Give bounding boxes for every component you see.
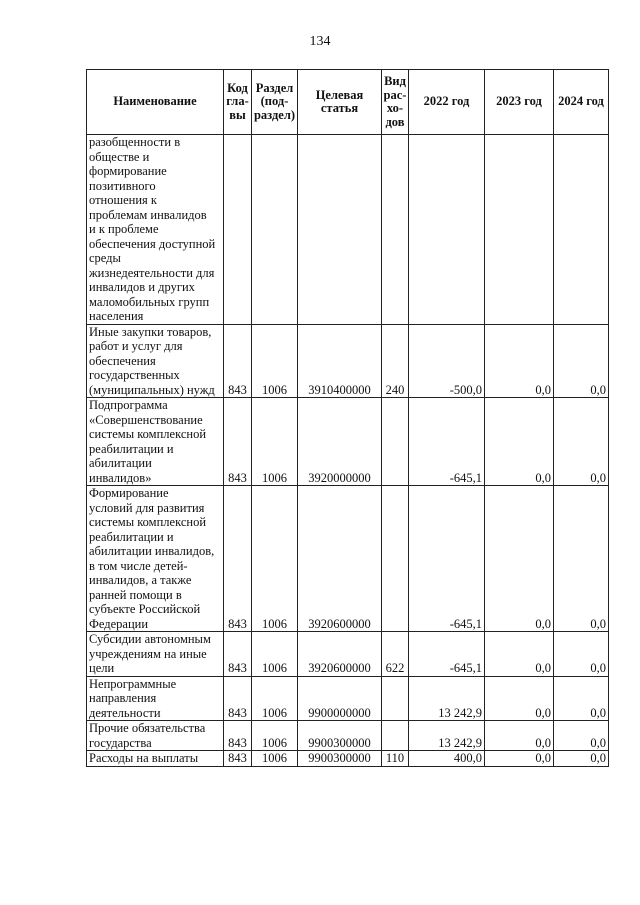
row-target: 3910400000 (298, 324, 382, 398)
row-name (87, 676, 224, 721)
row-name (87, 751, 224, 767)
row-code: 843 (224, 398, 252, 486)
row-name (87, 324, 224, 398)
row-2023: 0,0 (485, 632, 554, 677)
table-row (87, 324, 609, 398)
table-row (87, 632, 609, 677)
row-target: 3920000000 (298, 398, 382, 486)
row-target: 3920600000 (298, 486, 382, 632)
header-section: Раздел (под- раздел) (252, 70, 298, 135)
row-2024: 0,0 (554, 751, 609, 767)
row-expense (382, 398, 409, 486)
row-2022: -645,1 (409, 632, 485, 677)
table-row (87, 486, 609, 632)
table-row (87, 676, 609, 721)
row-2022: 13 242,9 (409, 721, 485, 751)
header-2023: 2023 год (485, 70, 554, 135)
row-target: 3920600000 (298, 632, 382, 677)
row-expense: 622 (382, 632, 409, 677)
row-target: 9900000000 (298, 676, 382, 721)
row-2022: -645,1 (409, 398, 485, 486)
row-target: 9900300000 (298, 751, 382, 767)
row-expense: 110 (382, 751, 409, 767)
header-name: Наименование (87, 70, 224, 135)
row-2024: 0,0 (554, 632, 609, 677)
row-name-text: разобщенности в обществе и формирование позитивного отношения к проблемам инвалидов и к проблеме обеспечения доступной среды жизнедеятельности для инвалидов и других маломобильных групп населения (89, 135, 216, 323)
row-section: 1006 (252, 751, 298, 767)
row-name-text: Формирование условий для развития системы комплексной реабилитации и абилитации инвалидов, в том числе детей- инвалидов, а также ранней помощи в субъекте Российской Федерации (89, 486, 215, 631)
table-body (87, 135, 609, 767)
row-name-text: Прочие обязательства государства (89, 721, 206, 750)
row-2024: 0,0 (554, 486, 609, 632)
row-2024: 0,0 (554, 676, 609, 721)
header-2024: 2024 год (554, 70, 609, 135)
row-2022: -500,0 (409, 324, 485, 398)
row-2023 (485, 135, 554, 325)
row-2022: 400,0 (409, 751, 485, 767)
table-row (87, 398, 609, 486)
row-2023: 0,0 (485, 324, 554, 398)
row-2023: 0,0 (485, 721, 554, 751)
row-name-text: Расходы на выплаты (89, 751, 199, 765)
row-section: 1006 (252, 721, 298, 751)
row-code: 843 (224, 486, 252, 632)
table-row (87, 721, 609, 751)
row-2023: 0,0 (485, 486, 554, 632)
header-code: Код гла- вы (224, 70, 252, 135)
row-expense (382, 676, 409, 721)
row-code: 843 (224, 324, 252, 398)
row-name-text: Подпрограмма «Совершенствование системы комплексной реабилитации и абилитации инвалидов» (89, 398, 207, 485)
row-name (87, 486, 224, 632)
row-2022 (409, 135, 485, 325)
table-row (87, 751, 609, 767)
row-name-text: Субсидии автономным учреждениям на иные цели (89, 632, 211, 675)
row-code (224, 135, 252, 325)
row-expense (382, 721, 409, 751)
row-name (87, 721, 224, 751)
row-name (87, 135, 224, 325)
row-2023: 0,0 (485, 398, 554, 486)
row-code: 843 (224, 632, 252, 677)
row-2022: -645,1 (409, 486, 485, 632)
row-name-text: Непрограммные направления деятельности (89, 676, 177, 720)
table-row (87, 135, 609, 325)
row-section: 1006 (252, 398, 298, 486)
page-number: 134 (309, 34, 331, 49)
row-target: 9900300000 (298, 721, 382, 751)
row-target (298, 135, 382, 325)
header-target: Целевая статья (298, 70, 382, 135)
row-code: 843 (224, 676, 252, 721)
row-name-text: Иные закупки товаров, работ и услуг для обеспечения государственных (муниципальных) нужд (89, 324, 215, 397)
row-name (87, 398, 224, 486)
row-2024: 0,0 (554, 721, 609, 751)
row-code: 843 (224, 721, 252, 751)
row-2023: 0,0 (485, 751, 554, 767)
row-2022: 13 242,9 (409, 676, 485, 721)
row-code: 843 (224, 751, 252, 767)
row-section: 1006 (252, 676, 298, 721)
row-expense (382, 486, 409, 632)
header-row (87, 70, 609, 135)
row-expense (382, 135, 409, 325)
row-section: 1006 (252, 324, 298, 398)
header-expense: Вид рас- хо- дов (382, 70, 409, 135)
header-2022: 2022 год (409, 70, 485, 135)
row-section: 1006 (252, 632, 298, 677)
row-section (252, 135, 298, 325)
row-expense: 240 (382, 324, 409, 398)
row-2023: 0,0 (485, 676, 554, 721)
row-section: 1006 (252, 486, 298, 632)
row-2024: 0,0 (554, 398, 609, 486)
row-2024: 0,0 (554, 324, 609, 398)
row-name (87, 632, 224, 677)
budget-table (86, 69, 609, 767)
row-2024 (554, 135, 609, 325)
